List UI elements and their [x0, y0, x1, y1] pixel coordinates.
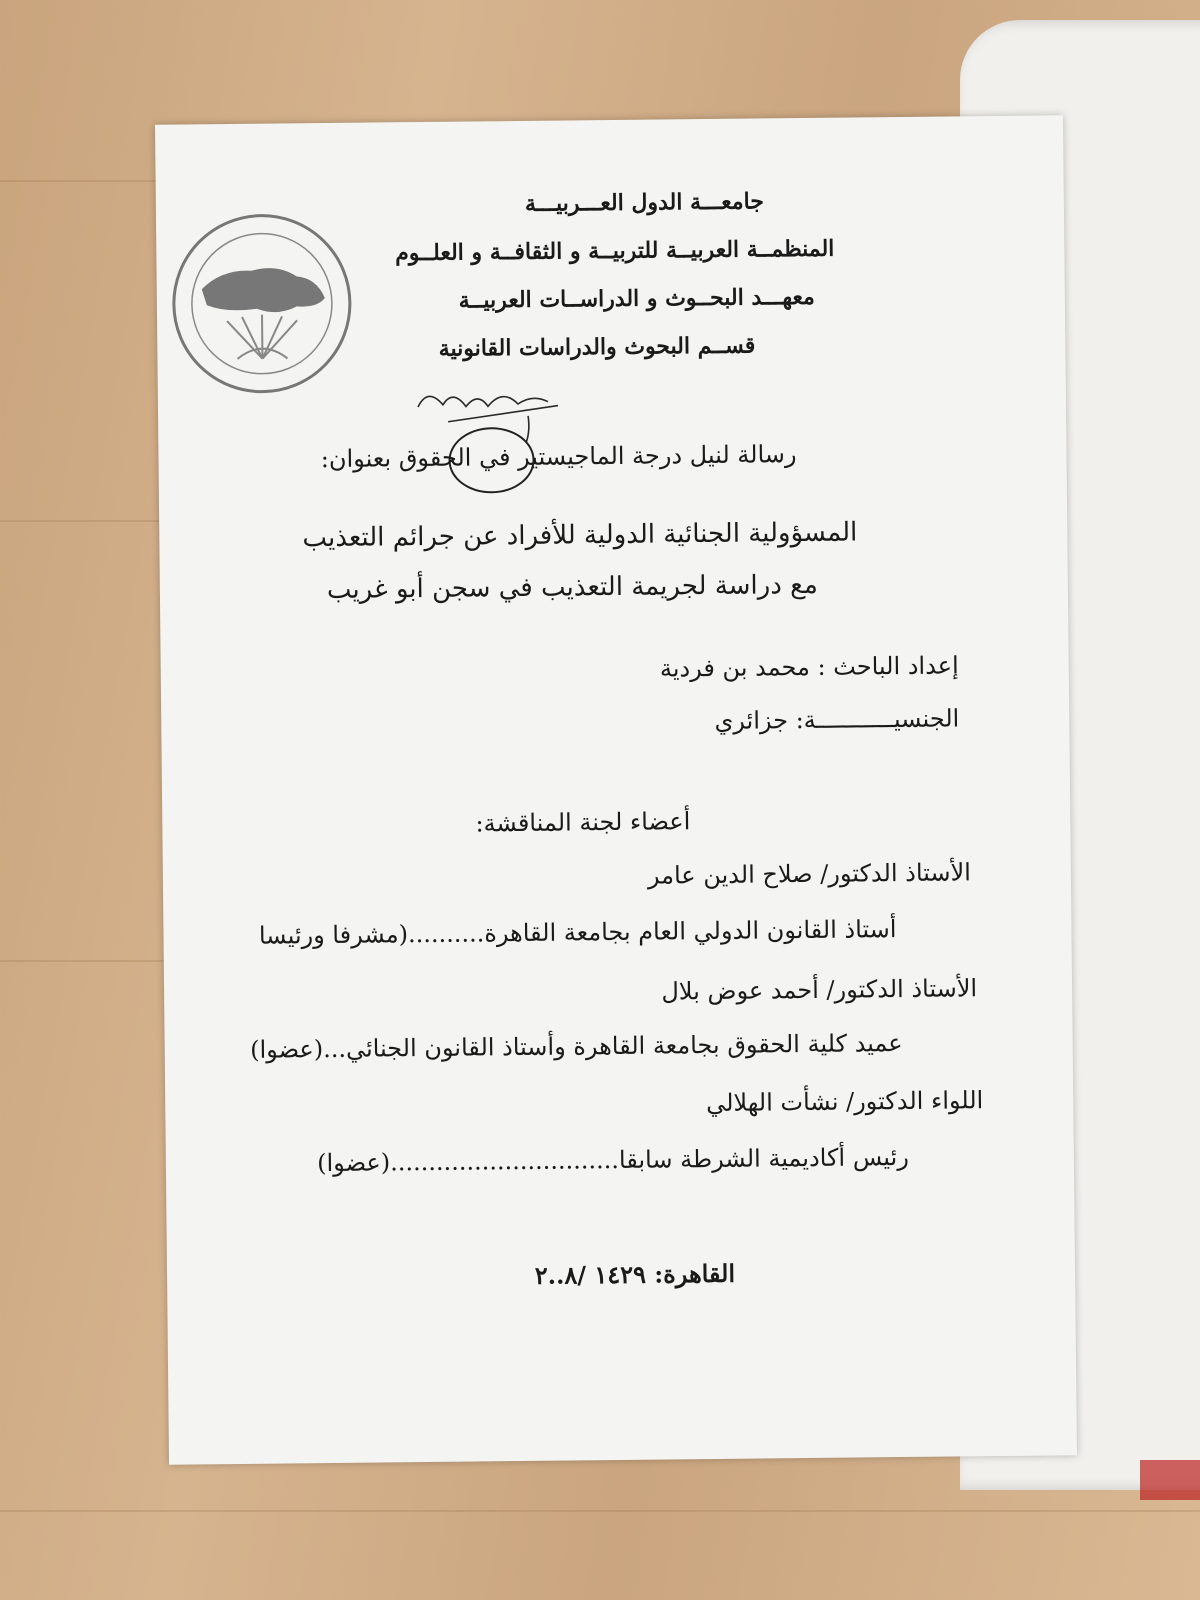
thesis-intro: رسالة لنيل درجة الماجيستير في الحقوق بعنوان: [320, 440, 797, 474]
header-line-league: جامعـــة الدول العـــربيـــة [524, 188, 764, 217]
committee-member-name: الأستاذ الدكتور/ أحمد عوض بلال [661, 974, 978, 1006]
document-page [155, 115, 1077, 1464]
author-nationality: الجنسيـــــــــــة: جزائري [714, 704, 960, 735]
committee-member-role: عميد كلية الحقوق بجامعة القاهرة وأستاذ القانون الجنائي...(عضوا) [250, 1029, 903, 1064]
committee-heading: أعضاء لجنة المناقشة: [475, 807, 691, 838]
committee-member-name: الأستاذ الدكتور/ صلاح الدين عامر [647, 858, 972, 890]
arab-world-map-seal-icon [166, 208, 358, 400]
committee-member-name: اللواء الدكتور/ نشأت الهلالي [705, 1086, 984, 1118]
thesis-title-line2: مع دراسة لجريمة التعذيب في سجن أبو غريب [326, 569, 819, 606]
committee-member-role: أستاذ القانون الدولي العام بجامعة القاهرة..........(مشرفا ورئيسا [258, 915, 897, 950]
place-date-line: القاهرة: ١٤٢٩ /٨..٢ [534, 1258, 736, 1290]
author-prepared-by: إعداد الباحث : محمد بن فردية [659, 651, 959, 683]
header-line-organization: المنظمــة العربيــة للتربيــة و الثقافــة و العلــوم [395, 235, 835, 267]
committee-member-role: رئيس أكاديمية الشرطة سابقا..............................(عضوا) [317, 1142, 910, 1178]
header-line-institute: معهـــد البحــوث و الدراســات العربيــة [458, 283, 815, 314]
header-line-department: قســم البحوث والدراسات القانونية [438, 332, 756, 362]
page-edge [1140, 1460, 1200, 1500]
thesis-title-line1: المسؤولية الجنائية الدولية للأفراد عن جرائم التعذيب [302, 517, 858, 554]
